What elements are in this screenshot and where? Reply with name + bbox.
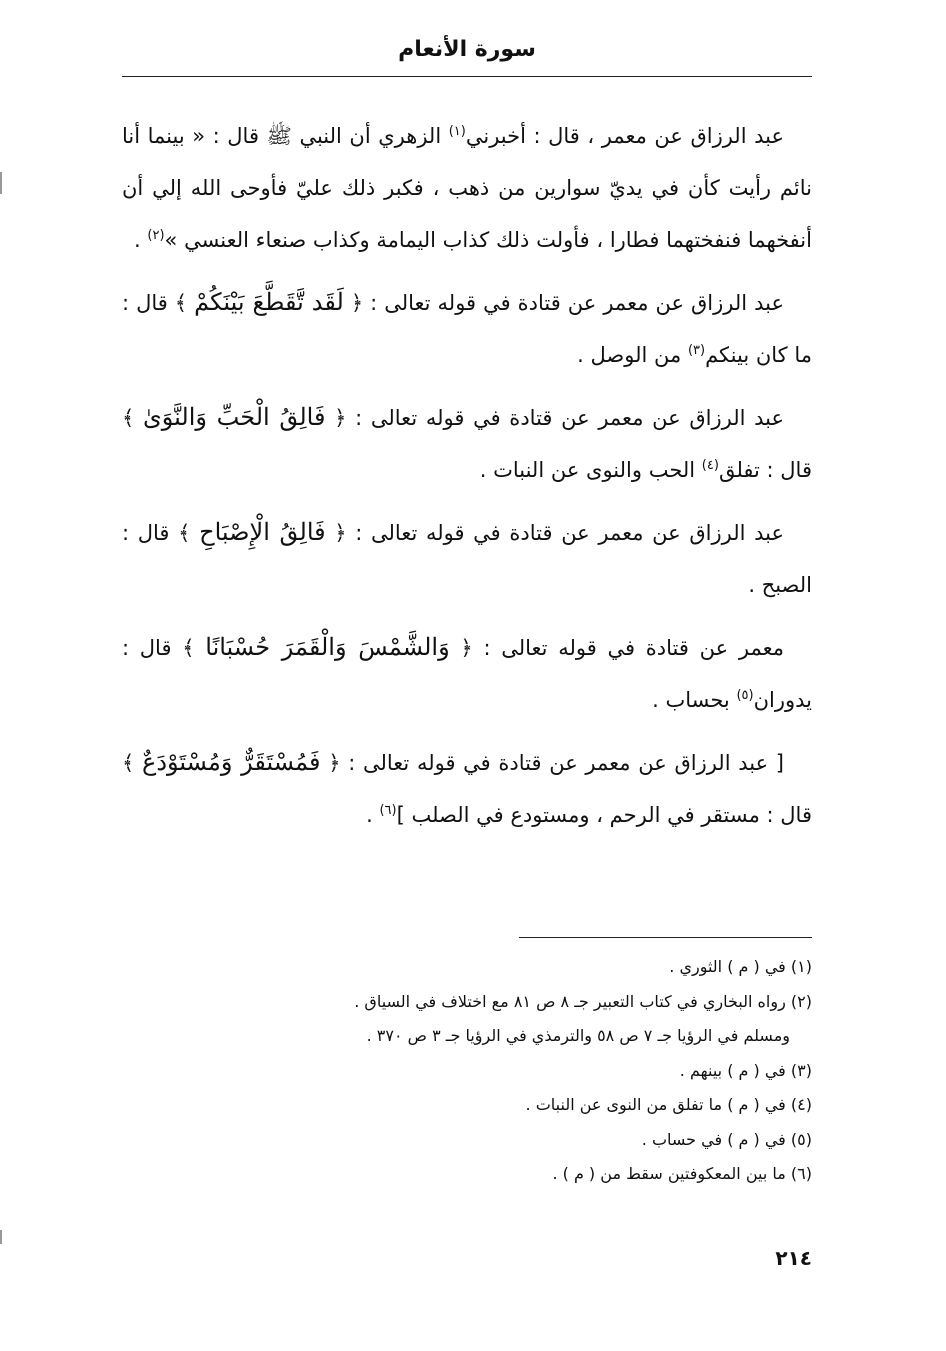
footnote-continuation: ومسلم في الرؤيا جـ ٧ ص ٥٨ والترمذي في الرؤيا جـ ٣ ص ٣٧٠ . xyxy=(366,1026,790,1045)
paragraph-text: معمر عن قتادة في قوله تعالى : ﴿ xyxy=(449,636,784,660)
quran-verse: وَالشَّمْسَ وَالْقَمَرَ حُسْبَانًا xyxy=(205,633,450,661)
paragraph-text: . xyxy=(366,803,380,827)
paragraph-2 xyxy=(122,276,812,381)
footnote: (١) في ( م ) الثوري . xyxy=(669,957,812,976)
footnote-ref: (١) xyxy=(448,124,466,139)
main-text xyxy=(122,110,812,851)
page-number: ٢١٤ xyxy=(775,1246,812,1270)
page-title: سورة الأنعام xyxy=(398,37,536,62)
paragraph-text: ﴾ قال : ما كان بينكم xyxy=(122,291,812,367)
header-divider xyxy=(122,76,812,77)
paragraph-text: عبد الرزاق عن معمر ، قال : أخبرني xyxy=(465,124,784,148)
paragraph-text: من الوصل . xyxy=(577,343,688,367)
footnote: (٤) في ( م ) ما تفلق من النوى عن النبات . xyxy=(525,1095,812,1114)
footnote-ref: (٥) xyxy=(736,688,754,703)
paragraph-text: بحساب . xyxy=(652,688,737,712)
footnote: (٦) ما بين المعكوفتين سقط من ( م ) . xyxy=(552,1164,812,1183)
footnote: (٣) في ( م ) بينهم . xyxy=(679,1060,812,1080)
footnote-ref: (٣) xyxy=(687,343,706,358)
paragraph-text: ﴾ قال : تفلق xyxy=(122,406,812,482)
scan-edge-mark xyxy=(0,172,2,194)
footnote-ref: (٤) xyxy=(701,458,719,473)
quran-verse: فَالِقُ الْحَبِّ وَالنَّوَىٰ xyxy=(143,403,326,431)
footnote: (٢) رواه البخاري في كتاب التعبير جـ ٨ ص ٨١ مع اختلاف في السياق . xyxy=(354,991,812,1011)
paragraph-text: عبد الرزاق عن معمر عن قتادة في قوله تعالى : ﴿ xyxy=(343,291,784,315)
quran-verse: لَقَد تَّقَطَّعَ بَيْنَكُمْ xyxy=(194,288,344,316)
paragraph-text: ﴾ قال : الصبح . xyxy=(122,521,812,597)
paragraph-text: الزهري أن النبي ﷺ قال : « بينما أنا نائم رأيت كأن في يديّ سوارين من ذهب ، فكبر ذلك عليّ فأوحى الله إلي أن أنفخهما فنفختهما فطارا ، فأولت ذلك كذاب اليمامة وكذاب صنعاء العنسي » xyxy=(122,124,812,252)
paragraph-text: [ عبد الرزاق عن معمر عن قتادة في قوله تعالى : ﴿ xyxy=(320,751,784,775)
footnote: (٥) في ( م ) في حساب . xyxy=(641,1129,812,1149)
paragraph-text: ﴾ قال : يدوران xyxy=(122,636,812,712)
paragraph-text: الحب والنوى عن النبات . xyxy=(479,458,702,482)
quran-verse: فَالِقُ الْإِصْبَاحِ xyxy=(199,518,326,546)
footnote-divider xyxy=(519,937,812,938)
quran-verse: فَمُسْتَقَرٌّ وَمُسْتَوْدَعٌ xyxy=(142,748,321,776)
footnote-ref: (٢) xyxy=(147,228,165,243)
scan-edge-mark xyxy=(0,1230,2,1244)
paragraph-text: عبد الرزاق عن معمر عن قتادة في قوله تعالى : ﴿ xyxy=(325,521,784,545)
paragraph-4 xyxy=(122,506,812,611)
paragraph-1 xyxy=(122,110,812,266)
paragraph-text: عبد الرزاق عن معمر عن قتادة في قوله تعالى : ﴿ xyxy=(325,406,785,430)
paragraph-3 xyxy=(122,391,812,496)
footnotes xyxy=(122,950,812,1192)
paragraph-text: . xyxy=(134,228,148,252)
paragraph-5 xyxy=(122,621,812,726)
paragraph-6 xyxy=(122,736,812,841)
paragraph-text: ﴾ قال : مستقر في الرحم ، ومستودع في الصلب ] xyxy=(122,751,812,827)
footnote-ref: (٦) xyxy=(379,803,397,818)
